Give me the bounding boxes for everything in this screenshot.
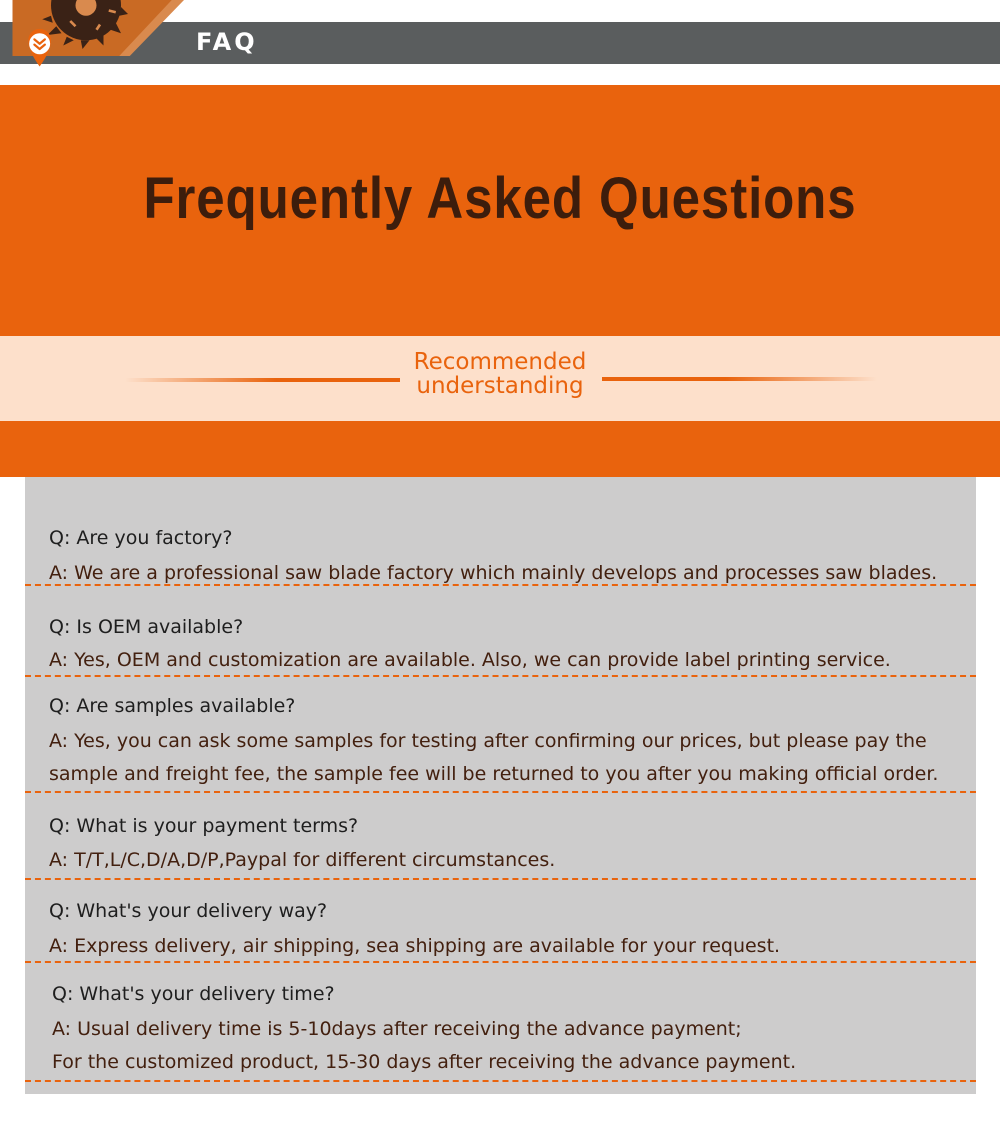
faq-question: Q: What's your delivery time? [52,983,335,1005]
faq-question: Q: Is OEM available? [49,616,244,638]
faq-answer: A: We are a professional saw blade factory which mainly develops and processes saw blades. [49,562,938,584]
faq-question: Q: What is your payment terms? [49,815,359,837]
divider-left [125,378,400,382]
faq-item [25,880,976,963]
faq-panel [25,477,976,1094]
scroll-down-pin-icon[interactable] [28,29,51,67]
subtitle-line-1: Recommended [413,349,587,375]
subtitle [400,350,600,398]
subtitle-line-2: understanding [416,373,584,399]
faq-answer: A: Yes, you can ask some samples for testing after confirming our prices, but please pay the sample and freight fee, the sample fee will be returned to you after you making official order. [49,730,939,785]
hero-section [0,85,1000,477]
faq-answer-continued: For the customized product, 15-30 days after receiving the advance payment. [52,1051,797,1073]
faq-item [25,963,976,1082]
faq-question: Q: Are samples available? [49,695,296,717]
faq-answer: A: Yes, OEM and customization are available. Also, we can provide label printing service. [49,649,891,671]
header-corner-decoration [0,0,200,70]
subtitle-band [0,336,1000,421]
faq-answer: A: T/T,L/C,D/A,D/P,Paypal for different circumstances. [49,849,556,871]
faq-item [25,793,976,880]
faq-question: Q: What's your delivery way? [49,900,328,922]
faq-item [25,586,976,677]
divider-right [602,377,877,381]
faq-item [25,677,976,793]
page-title: Frequently Asked Questions [143,166,857,231]
faq-answer: A: Express delivery, air shipping, sea shipping are available for your request. [49,935,781,957]
faq-answer: A: Usual delivery time is 5-10days after receiving the advance payment; [52,1018,742,1040]
faq-question: Q: Are you factory? [49,527,233,549]
faq-item [25,477,976,586]
section-label: FAQ [196,28,258,56]
